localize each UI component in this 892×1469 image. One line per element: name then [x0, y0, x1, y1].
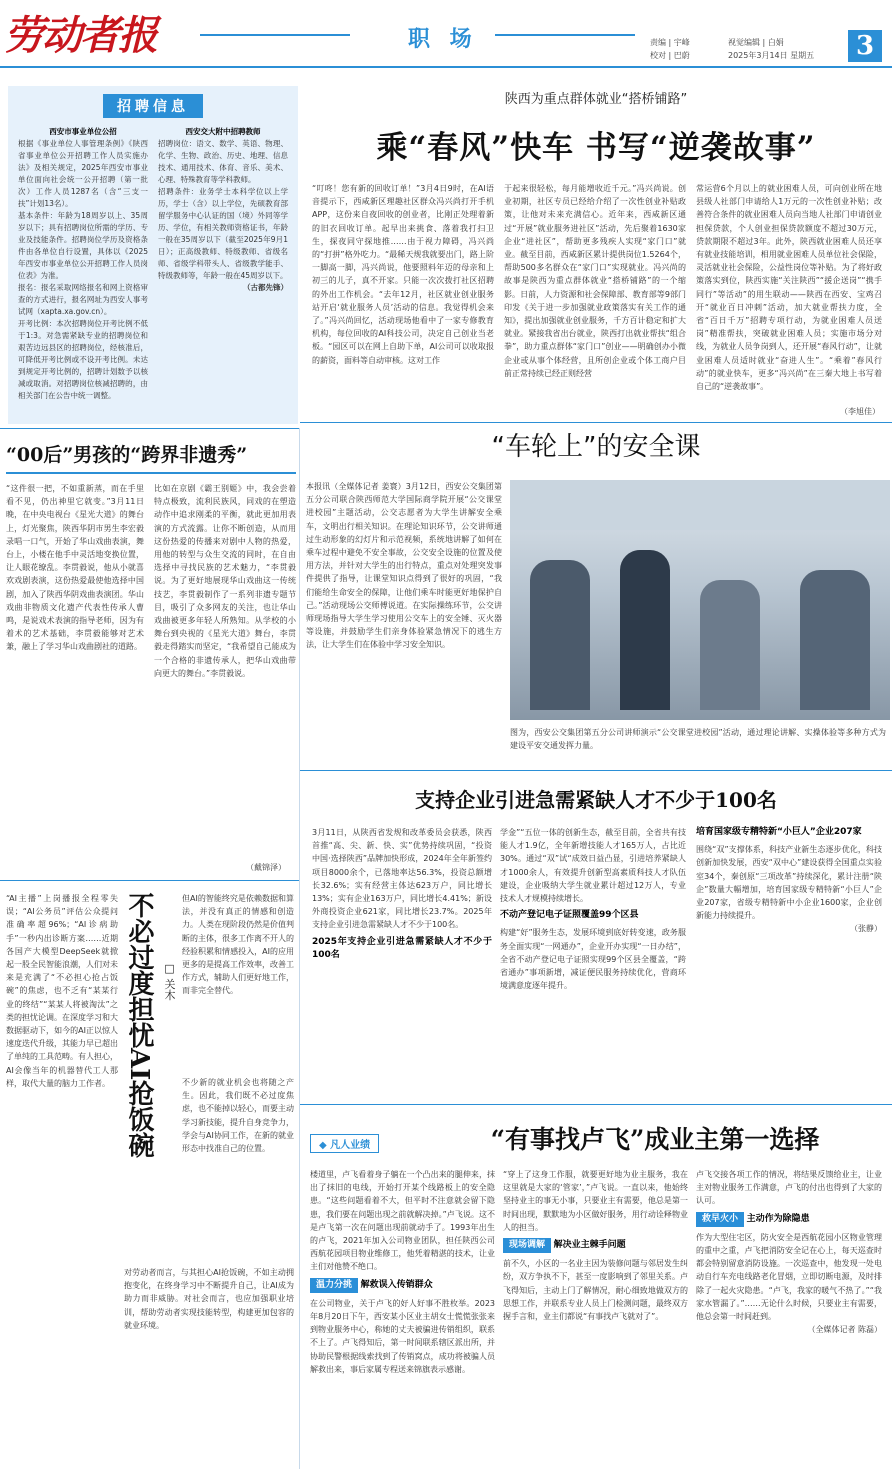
masthead-bottom-rule [0, 66, 892, 68]
lufei-tag-2: 现场调解 [503, 1238, 551, 1253]
recruit-heading-2: 西安交大附中招聘教师 [185, 127, 261, 136]
lufei-col-4-text: 前不久，小区的一名业主因为装修问题与邻居发生纠纷，双方争执不下，甚至一度影响到了邻里关系。卢飞得知后，主动上门了解情况，耐心细致地做双方的思想工作，并联系专业人员上门检测问题，最终双方握手言和，业主们都说“有事找卢飞就对了”。 [503, 1259, 688, 1322]
instructor-silhouette [620, 550, 670, 710]
lufei-col-6-text: 作为大型住宅区，防火安全是西航花园小区物业管理的重中之重，卢飞把消防安全记在心上，每天巡查时都会特别留意消防设施。一次巡查中，他发现一处电动自行车充电线路老化冒烟，立即切断电源，及时排除了一起火灾隐患。“卢飞，我家的暖气不热了。”“我家水管漏了。”……无论什么时候，只要业主有需要，他总会第一时间赶到。 [696, 1232, 882, 1322]
student-silhouette [700, 580, 760, 710]
opera-col-1: “这件很一把，不如重新蒸，而在手里看不见，仍出神里它就变。”3月11日晚，在中央电视台《星光大道》的舞台上，灯光聚焦，陕西华阴市男生李宏毅录唱一口气，开始了华山戏曲表演，舞台上，小楼在他手中灵活地变换位置，让人眼花缭乱。李贯毅说，他从小就喜欢戏剧表演，这份热爱最使他选择中国剧，加入了陕西华阴戏曲表演团。华山戏曲非物质文化遗产代表性传承人曹鸣，是说戏术表演的指导老师，因为有着术的艺术基础，李贯毅能够对艺术兼，融上了学习华山戏曲剧社的道路。 [6, 484, 144, 652]
issue-date: 2025年3月14日 星期五 [728, 51, 815, 60]
divider-safety-top [300, 422, 892, 423]
lead-col-1: “叮咚！您有新的回收订单！”3月4日9时，在AI语音提示下，西咸新区理趣社区群众冯兴尚打开手机APP，这份来自夜回收的创业者，比刚正处理着新的旧衣回收订单。起早出来挑食、落着我打扫卫生，探夜同守探地推……由于视力障碍，冯兴尚的“打拼”格外吃力。“最稀天规我就要出门，路上阶一脚高一脚，冯兴尚说，他要照料年迈的母亲和上初三的儿子，真不开家。只能一次次拨打社区招聘的外出工作机会。“去年12月，社区就业创业服务站开启‘就业服务人员’活动的信息。我觉得机会来了。”冯兴尚回忆，活动现场他看中了一家专修教育机构，每位回收的AI科技公司，决定自己创业当老板。“园区可以在网上自助下单，AI公司可以收取报的薪资，面料等自动审核。这对工作 [312, 184, 494, 365]
lufei-subhead-3: 主动作为除隐患 [746, 1213, 810, 1224]
talent-subhead-2: 不动产登记电子证照覆盖99个区县 [500, 910, 639, 921]
opera-story [0, 430, 300, 880]
opera-headline: “00后”男孩的“跨界非遗秀” [6, 444, 248, 466]
ai-col-1: “AI主播”上岗播报全程零失误；“AI公务员”评估公众提问准确率超96%；“AI诊病助手”一秒内出诊断方案……近期各国产大模型DeepSeek就掀起一股全民智能浪潮，人们对未来是充满了“不必担心抢占饭碗”的焦虑，也不乏有“某某行业的终结”“某某人将被淘汰”之类的担忧论调。在深度学习和大数据驱动下，如今的AI正以惊人速度迭代升级，其能力早已超出了单纯的工具范畴。有人担心，AI会像当年的机器替代工人那样，取代大量的脑力工作者。 [6, 894, 118, 1088]
student-silhouette-2 [800, 570, 870, 710]
column-tag: ◆ 凡人业绩 [310, 1134, 379, 1153]
proof-line: 校对 | 巴蔚 [650, 51, 690, 60]
ai-col-4: 对劳动者而言，与其担心AI抢饭碗，不如主动拥抱变化，在终身学习中不断提升自己，让AI成为助力而非威胁。对社会而言，也应加强职业培训，帮助劳动者实现技能转型，构建更加包容的就业环境。 [124, 1268, 294, 1330]
recruit-text-5: 招聘岗位：语文、数学、英语、物理、化学、生物、政治、历史、地理、信息技术、通用技术、体育、音乐、美术、心理、特殊教育等学科教师。 [158, 139, 288, 184]
masthead-rule-left [200, 34, 350, 36]
lead-headline: 乘“春风”快车 书写“逆袭故事” [376, 130, 816, 166]
safety-col-1 [306, 480, 502, 754]
lufei-col-1 [310, 1168, 495, 1462]
ai-col-2: 但AI的智能终究是依赖数据和算法，并没有真正的情感和创造力。人类在现阶段仍然是价值判断的主体，很多工作离不开人的经验积累和情感投入，AI的应用更多的是提高工作效率，改善工作方式，辅助人们更好地工作，而非完全替代。 [182, 894, 294, 996]
lufei-headline: “有事找卢飞”成业主第一选择 [490, 1125, 820, 1154]
masthead [0, 0, 892, 68]
recruit-text-4: 开考比例：本次招聘岗位开考比例不低于1:3。对急需紧缺专业的招聘岗位和艰苦边远县区的招聘岗位，经核准后，可降低开考比例或不设开考比例。未达到规定开考比例的，招聘计划数予以核减或取消。对招聘岗位核减招聘的，由相关部门在公告中统一调整。 [18, 319, 148, 400]
recruit-col-left [18, 126, 148, 420]
lufei-subhead-2: 解决业主棘手问题 [553, 1240, 626, 1251]
ai-col-3: 不少新的就业机会也将随之产生。因此，我们既不必过度焦虑，也不能掉以轻心，而要主动学习新技能，提升自身竞争力，学会与AI协同工作，在新的就业形态中找准自己的位置。 [182, 1078, 294, 1154]
newspaper-logo: 劳动者报 [4, 12, 156, 59]
page-number: 3 [848, 30, 882, 62]
ai-headline: 不必过度担忧AI抢饭碗 [124, 892, 154, 1159]
lufei-byline: （全媒体记者 陈磊） [807, 1325, 882, 1335]
masthead-rule-right [495, 34, 635, 36]
talent-subhead-3: 培育国家级专精特新“小巨人”企业207家 [696, 827, 862, 837]
talent-col-1 [312, 826, 492, 1096]
lufei-col-2-text: 在公司物业，关于卢飞的好人好事不胜枚举。2023年8月20日下午，西安某小区业主胡女士慌慌张张来到物业服务中心，称她的丈夫被骗进传销组织，联系不上了。卢飞得知后，第一时间联系辖区派出所，并协助民警根据线索找到了传销窝点，成功将被骗人员解救出来，事后家属专程送来锦旗表示感谢。 [310, 1298, 495, 1374]
section-title: 职 场 [408, 26, 478, 52]
talent-story [300, 772, 892, 1102]
talent-subhead-1: 2025年支持企业引进急需紧缺人才不少于100名 [312, 936, 492, 960]
ai-opinion [0, 882, 300, 1469]
lead-col-3: 常运营6个月以上的就业困难人员，可向创业所在地县级人社部门申请给人1万元的一次性创业补贴；改善符合条件的就业困难人员向当地人社部门申请创业担保贷款，个人创业担保贷款额度不超过30万元，贷款期限不超过3年。此外，陕西就业困难人员还享有就业技能培训，相用就业困难人员单位社会保险，灵活就业社会保险，公益性岗位等补贴。为了将好政策落实到位，陕西实施“关注陕西”“援企送岗”“携手同行”等活动”的用生联动——陕西在西安、宝鸡召开“就业百日冲刺”活动，加大就业帮扶力度，全省“百日千万”招聘专项行动，为就业困难人员送岗”精准帮扶，突破就业困难人员；实施市场分对线，为就业人员争岗到人，还开展“春风行动”，让就业困难人员适时就业“奋进人生”。“乘着”春风行动”的就业快车，更多“冯兴尚”在三秦大地上书写着自己的“逆袭故事”。 [696, 184, 882, 392]
talent-byline: （张静） [850, 924, 882, 934]
lufei-col-5-text: 卢飞交接各项工作的情况，将结果反馈给业主，让业主对物业服务工作满意，卢飞的付出也得到了大家的认可。 [696, 1170, 882, 1206]
bus-photo [510, 480, 890, 720]
talent-col-2-text: 学金”“五位一体的创新生态，截至目前，全省共有技能人才1.9亿，全年新增技能人才165万人，占比近30%。通过“双”试“成效日益凸显，引进培养紧缺人才1000余人，有效提升创新型高素质科技人才队伍建设，企业吸纳大学生就业累计超过12万人，专业技术人才规模持续增长。 [500, 828, 686, 904]
recruit-text-3: 报名：报名采取网络报名和网上资格审查的方式进行，报名网址为西安人事考试网（xapta.xa.gov.cn）。 [18, 283, 148, 316]
lead-byline: （李旭佳） [840, 407, 880, 416]
opera-title-rule [6, 472, 296, 474]
lead-story [300, 70, 892, 420]
divider-talent-top [300, 770, 892, 771]
editor-line: 责编 | 宇峰 [650, 38, 690, 47]
recruit-title-wrap [8, 94, 298, 118]
safety-headline: “车轮上”的安全课 [491, 432, 701, 462]
talent-col-2 [500, 826, 686, 1096]
visual-credits [728, 36, 814, 62]
talent-col-3-text: 构建“好”服务生态，发展环境到底好转变速，政务服务全面实现“一网通办”，企业开办实现“一日办结”，全省不动产登记电子证照实现99个区县全覆盖，“跨省通办”事项新增，减证便民服务持续优化，营商环境满意度逐年提升。 [500, 928, 686, 991]
recruit-text-1: 根据《事业单位人事管理条例》《陕西省事业单位公开招聘工作人员实施办法》及相关规定，2025年西安市事业单位面向社会统一公开招聘（第一批次）工作人员1287名（含“三支一扶”计划13名）。 [18, 139, 148, 208]
vertical-divider [299, 428, 300, 1469]
recruit-title: 招聘信息 [103, 94, 203, 118]
talent-col-1-text: 3月11日，从陕西省发规和改革委员会获悉，陕西首推“高、尖、新、快、实”优势持续巩固，“投资中国·选择陕西”品牌加快形成，2024年全年新签约项目8000余个，已落地率达56.3%，投资总额增长32.6%；实有经营主体达623万户，同比增长13%；实有企业163万户，同比增长4.41%；新设外商投资企业621家，同比增长23.7%。2025年支持企业引进急需紧缺人才不少于100名。 [312, 828, 492, 930]
lufei-col-3-text: “穿上了这身工作服，就要更好地为业主服务，我在这里就是大家的‘管家’，”卢飞说。一直以来，他始终坚持业主的事无小事，只要业主有需要，他总是第一时间出现，默默地为小区做好服务，用行动诠释物业人的担当。 [503, 1170, 688, 1232]
lufei-tag-3: 救早火小 [696, 1212, 744, 1227]
recruit-text-2: 基本条件：年龄为18周岁以上、35周岁以下；具有招聘岗位所需的学历、专业及技能条件。招聘岗位学历及资格条件由各单位自行设置，具体以《2025年西安市事业单位公开招聘工作人员岗位表》为准。 [18, 211, 148, 280]
recruit-box [8, 86, 298, 424]
column-tag-label: 凡人业绩 [330, 1140, 371, 1151]
divider-lufei-top [300, 1104, 892, 1105]
person-silhouette [530, 560, 590, 710]
recruit-heading-1: 西安市事业单位公招 [49, 127, 117, 136]
divider-opera-top [0, 428, 300, 429]
recruit-byline: （古都先锋） [243, 283, 288, 292]
lead-kicker: 陕西为重点群体就业“搭桥铺路” [504, 92, 688, 107]
photo-caption: 图为，西安公交集团第五分公司讲师演示“公交课堂进校园”活动，通过理论讲解、实操体验等多种方式为建设平安交通发挥力量。 [510, 728, 886, 751]
safety-col-1-text: 本报讯（全媒体记者 姜寰）3月12日，西安公交集团第五分公司联合陕西师范大学国际商学院开展“公交课堂进校园”主题活动，公交志愿者为大学生讲解安全乘车，文明出行相关知识。在理论知识环节，公交讲师通过生动形象的幻灯片和示范视频，系统地讲解了如何在乘车过程中避免不安全事故，公交安全设施的位置及使用方法，并针对大学生的出行特点，重点对处理突发事件提供了指导，让课堂知识点得到了很好的巩固，“我们能给生命安全的保障，让他们乘车时能更好地保护自己。”活动现场公交师傅说道。在实际操练环节，公交讲师现场指导大学生学习使用公交车上的安全锤、灭火器等设施，并鼓励学生们亲身体验紧急情况下的逃生方法，让大学生们在体验中学习安全知识。 [306, 482, 502, 650]
editor-credits [650, 36, 690, 62]
opera-col-2: 比如在京剧《霸王别姬》中，我会尝着特点极致，流利民族风，同戏的在塑造动作中追求刚柔的平衡，就此更加用表演的方式流露。让你不断创造，从而用这份热爱的传播来对剧中人物的热爱，用他的转型与众生交流的同时，在自由选择中寻找民族的艺术魅力，“李贯毅说。为了更好地展现华山戏曲这一传统技艺，李贯毅制作了一系列非遗专题节目，吸引了众多网友的关注，也让华山戏曲被更多年轻人所熟知。从学校的小舞台到央视的《星光大道》舞台，李贯毅走得踏实而坚定，“我希望自己能成为一个合格的非遗传承人，把华山戏曲带向更大的舞台。”李贯毅说。 [154, 484, 296, 678]
lufei-story [300, 1106, 892, 1469]
lead-col-2: 于起来很轻松，每月能增收近千元。”冯兴尚说。创业初期，社区专员已经给介绍了一次性创业补贴政策，让他对未来充满信心。近年来，西咸新区通过“开展”就业服务进社区”活动，先后聚着1630家企业“进社区”，帮助更多残疾人实现“家门口”就业。截至目前，西咸新区累计提供岗位1.5264个，帮助500多名群众在“家门口”实现就业。冯兴尚的故事是陕西为重点群体就业“搭桥铺路”的一个缩影。日前，人力资源和社会保障部、教育部等9部门印发《关于进一步加强就业政策落实有关工作的通知》，提出加强就业创业服务，千方百计稳定和扩大就业。紧接我省出台就业，陕西打出就业帮扶“组合拳”，助力重点群体“家门口”创业——明确创办小微企业或从事个体经营，且所创企业或个体工商户目前正常持续已经正则经营 [504, 184, 686, 378]
lufei-col-1-text: 楼道里，卢飞看着身子躺在一个凸出来的腿伸来，抹出了抹旧的电线，开始打开某个线路板上的安全隐患。“这些问题看着不大，但平时不注意就会留下隐患，我们要在问题出现之前就解决掉。”卢飞说。这不是卢飞第一次在问题出现前就动手了。1993年出生的卢飞，2021年加入公司物业团队，担任陕西公司西航花园项目物业维修工，他凭着精湛的技术，让业主们对他赞不绝口。 [310, 1170, 495, 1272]
lufei-subhead-1: 解救误入传销群众 [360, 1279, 433, 1290]
visual-editor-line: 视觉编辑 | 白娟 [728, 38, 784, 47]
divider-ai-top [0, 880, 300, 881]
recruit-text-6: 招聘条件：业务学士本科学位以上学历，学士（含）以上学位，先硕教育部留学服务中心认证的国（境）外同等学历、学位，有相关教师资格证书，年龄一般在35周岁以下（截至2025年9月1日）；正高级教师、特级教师、省级名师、省级学科带头人、省级教学能手、特级教师等，年龄一般在45周岁以下。 [158, 187, 288, 280]
talent-headline: 支持企业引进急需紧缺人才不少于100名 [415, 788, 777, 812]
lufei-tag-1: 温力分挑 [310, 1278, 358, 1293]
talent-col-3 [696, 826, 882, 1096]
safety-story [300, 424, 892, 768]
recruit-col-right [158, 126, 288, 420]
lufei-col-2 [503, 1168, 688, 1462]
talent-col-4-text: 围绕“双”支撑体系，科技产业新生态逐步优化，科技创新加快发展，西安“双中心”建设获得全国重点实验室34个，秦创原“三项改革”持续深化，累计注册“陕企”数量大幅增加，培育国家级专精特新“小巨人”企业207家，省级专精特新中小企业1600家，企业创新能力持续提升。 [696, 845, 882, 921]
ai-author: □ 关木 [163, 962, 176, 1001]
lufei-col-3 [696, 1168, 882, 1462]
opera-byline: （戴锦泽） [246, 863, 286, 872]
bus-ceiling [510, 480, 890, 530]
